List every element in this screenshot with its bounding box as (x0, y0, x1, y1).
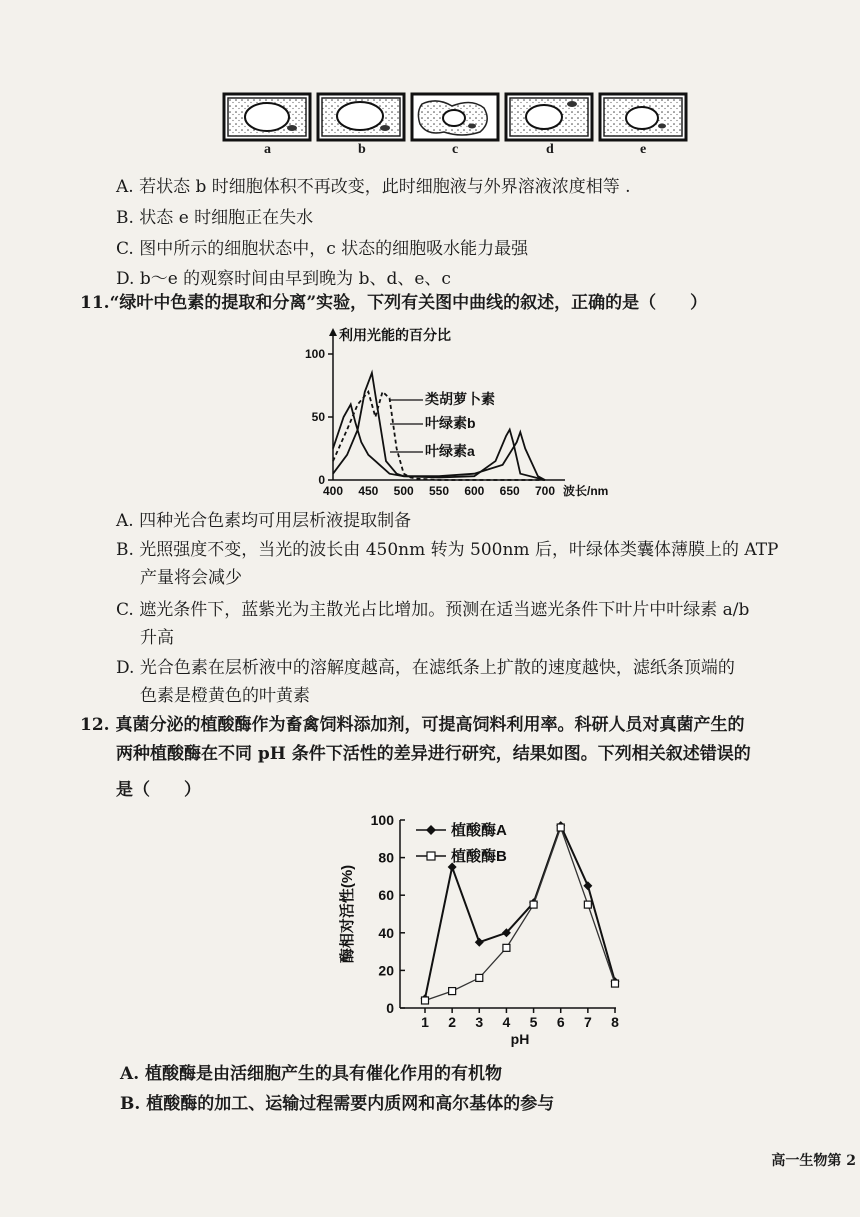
y-tick-label: 100 (304, 347, 325, 361)
legend-label: 植酸酶B (451, 848, 507, 865)
x-tick-label: 450 (358, 484, 379, 498)
point-b (422, 997, 429, 1004)
q12-stem-line1: 12. 真菌分泌的植酸酶作为畜禽饲料添加剂，可提高饲料利用率。科研人员对真菌产生的 (80, 715, 745, 735)
x-tick-label: 8 (611, 1014, 619, 1030)
q10-option-d: D. b～e 的观察时间由早到晚为 b、d、e、c (116, 269, 451, 289)
x-tick-label: 4 (502, 1014, 511, 1030)
cell-e (600, 94, 686, 140)
q12-stem-line2: 两种植酸酶在不同 pH 条件下活性的差异进行研究，结果如图。下列相关叙述错误的 (116, 744, 751, 764)
y-axis-arrow (329, 328, 337, 336)
point-b (557, 824, 564, 831)
phytase-activity-chart (330, 808, 660, 1058)
y-tick-label: 50 (311, 410, 325, 424)
legend-label: 植酸酶A (451, 822, 507, 839)
x-tick-label: 3 (475, 1014, 484, 1030)
x-tick-label: 700 (534, 484, 556, 498)
page-footer: 高一生物第 2 (771, 1153, 856, 1169)
series-label: 叶绿素b (425, 415, 476, 431)
q11-option-a: A. 四种光合色素均可用层析液提取制备 (116, 511, 412, 531)
y-tick-label: 0 (318, 473, 325, 487)
x-tick-label: 650 (499, 484, 520, 498)
point-b (503, 944, 510, 951)
x-tick-label: 550 (428, 484, 450, 498)
q11-option-d-line2: 色素是橙黄色的叶黄素 (140, 686, 310, 706)
q11-option-c-line1: C. 遮光条件下，蓝紫光为主散光占比增加。预测在适当遮光条件下叶片中叶绿素 a/b (116, 600, 750, 620)
cell-d (506, 94, 592, 140)
y-tick-label: 20 (378, 962, 394, 979)
point-b (476, 974, 483, 981)
cells-svg (222, 92, 692, 142)
series-label: 叶绿素a (425, 443, 475, 459)
x-axis-title: 波长/nm (563, 484, 609, 498)
y-tick-label: 0 (386, 1000, 394, 1016)
y-axis-title: 利用光能的百分比 (339, 327, 451, 343)
q11-stem: 11.“绿叶中色素的提取和分离”实验，下列有关图中曲线的叙述，正确的是（ ） (80, 293, 708, 313)
legend-marker (426, 825, 436, 835)
y-tick-label: 100 (370, 812, 394, 828)
cell-label-c: c (452, 142, 459, 157)
point-b (612, 980, 619, 987)
cell-a (224, 94, 310, 140)
q11-option-b-line1: B. 光照强度不变，当光的波长由 450nm 转为 500nm 后，叶绿体类囊体薄膜上的 ATP (116, 540, 779, 560)
point-b (530, 901, 537, 908)
cell-c (412, 94, 498, 140)
pigment-absorption-chart (295, 322, 625, 502)
x-axis-title: pH (510, 1031, 530, 1047)
point-a (475, 938, 484, 947)
q11-option-b-line2: 产量将会减少 (140, 568, 242, 588)
q12-stem-line3: 是（ ） (116, 780, 201, 800)
q10-option-b: B. 状态 e 时细胞正在失水 (116, 208, 314, 228)
x-tick-label: 1 (421, 1014, 429, 1030)
q11-option-d-line1: D. 光合色素在层析液中的溶解度越高，在滤纸条上扩散的速度越快，滤纸条顶端的 (116, 658, 735, 678)
cell-label-d: d (546, 142, 554, 157)
point-a (583, 881, 592, 890)
point-b (449, 988, 456, 995)
q11-option-c-line2: 升高 (140, 628, 174, 648)
y-tick-label: 40 (378, 924, 394, 941)
x-tick-label: 400 (322, 484, 344, 498)
point-b (584, 901, 591, 908)
x-tick-label: 500 (393, 484, 414, 498)
q10-option-c: C. 图中所示的细胞状态中，c 状态的细胞吸水能力最强 (116, 239, 529, 259)
q12-option-a: A. 植酸酶是由活细胞产生的具有催化作用的有机物 (120, 1064, 503, 1084)
plant-cells-figure (222, 92, 692, 162)
cell-label-b: b (358, 142, 366, 157)
y-axis-title: 酶相对活性(%) (339, 864, 356, 964)
y-tick-label: 60 (378, 887, 394, 904)
cell-b (318, 94, 404, 140)
x-tick-label: 2 (448, 1014, 457, 1030)
x-tick-label: 5 (529, 1014, 538, 1030)
q10-option-a: A. 若状态 b 时细胞体积不再改变，此时细胞液与外界溶液浓度相等 . (116, 177, 631, 197)
cell-label-a: a (264, 142, 271, 157)
cell-label-e: e (640, 142, 647, 157)
q12-option-b: B. 植酸酶的加工、运输过程需要内质网和高尔基体的参与 (120, 1094, 555, 1114)
series-label: 类胡萝卜素 (425, 391, 495, 407)
legend-marker (427, 852, 435, 860)
x-tick-label: 7 (583, 1014, 592, 1030)
y-tick-label: 80 (378, 849, 394, 866)
x-tick-label: 600 (464, 484, 485, 498)
x-tick-label: 6 (556, 1014, 565, 1030)
